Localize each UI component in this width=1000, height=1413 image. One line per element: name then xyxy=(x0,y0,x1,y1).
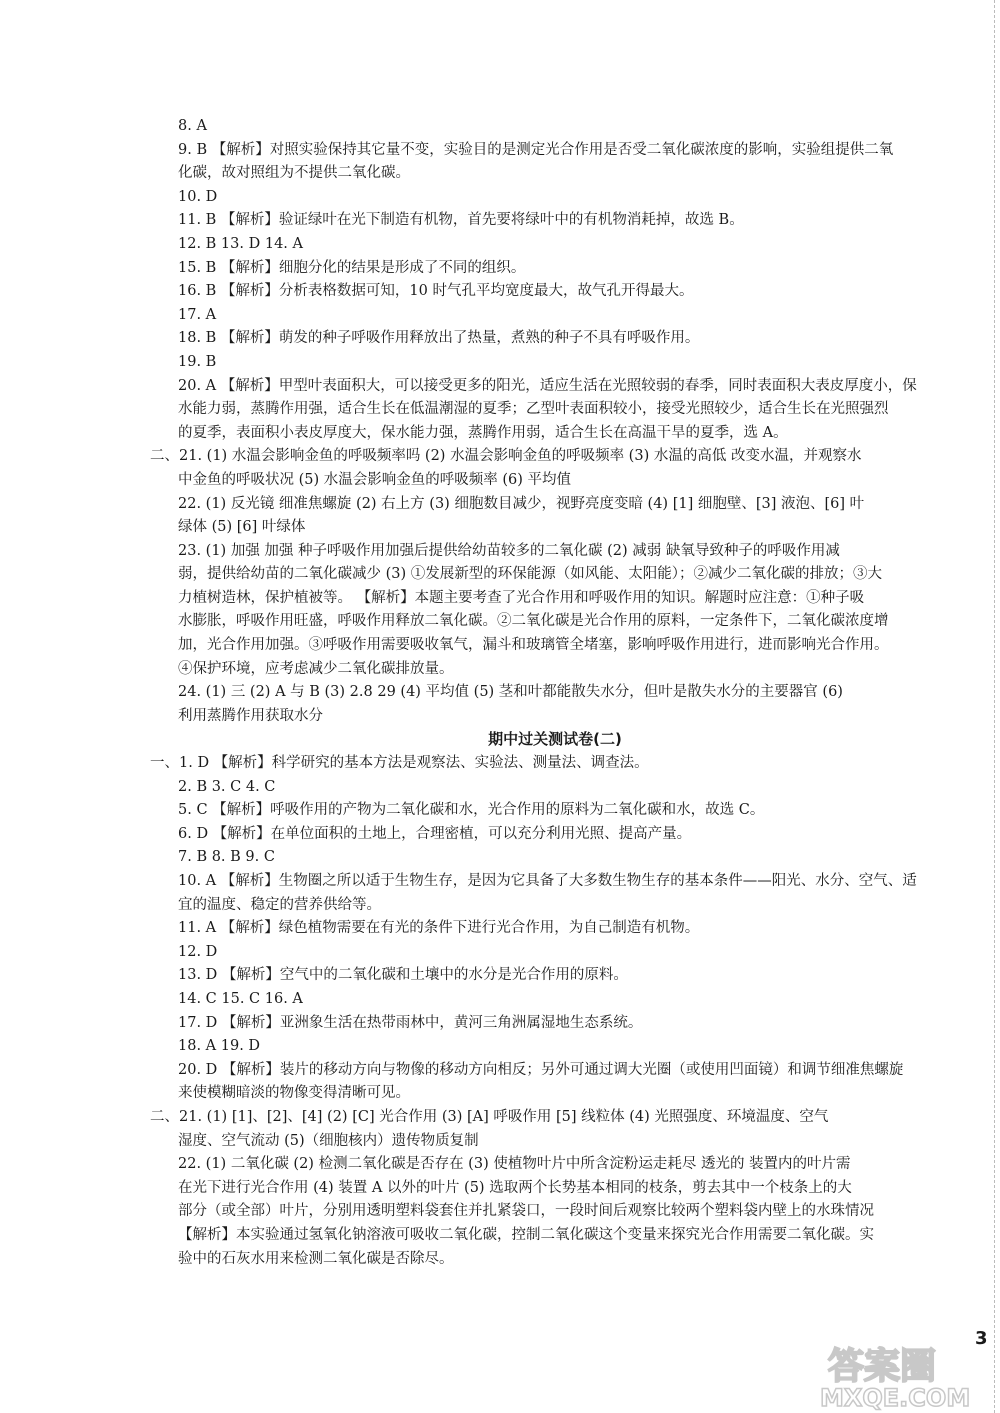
answer-line: 湿度、空气流动 (5)（细胞核内）遗传物质复制 xyxy=(178,1132,479,1149)
answer-line: 22. (1) 二氧化碳 (2) 检测二氧化碳是否存在 (3) 使植物叶片中所含淀粉运走耗尽 透光的 装置内的叶片需 xyxy=(178,1156,851,1173)
answer-line: 【解析】本实验通过氢氧化钠溶液可吸收二氧化碳，控制二氧化碳这个变量来探究光合作用需要二氧化碳。实 xyxy=(178,1226,874,1243)
answer-line: 9. B 【解析】对照实验保持其它量不变，实验目的是测定光合作用是否受二氧化碳浓度的影响，实验组提供二氧 xyxy=(178,141,894,158)
answer-line: 24. (1) 三 (2) A 与 B (3) 2.8 29 (4) 平均值 (5) 茎和叶都能散失水分，但叶是散失水分的主要器官 (6) xyxy=(178,684,843,701)
page-number: 3 xyxy=(975,1328,988,1349)
answer-line: 验中的石灰水用来检测二氧化碳是否除尽。 xyxy=(178,1250,454,1267)
answer-line: 二、21. (1) 水温会影响金鱼的呼吸频率吗 (2) 水温会影响金鱼的呼吸频率 (3) 水温的高低 改变水温，并观察水 xyxy=(150,448,862,465)
watermark-url: MXQE.COM xyxy=(820,1384,971,1412)
answer-line: 10. D xyxy=(178,188,218,205)
answer-line: 12. D xyxy=(178,943,218,960)
answer-line: 22. (1) 反光镜 细准焦螺旋 (2) 右上方 (3) 细胞数目减少，视野亮度变暗 (4) [1] 细胞壁、[3] 液泡、[6] 叶 xyxy=(178,495,865,512)
answer-line: 绿体 (5) [6] 叶绿体 xyxy=(178,519,306,536)
answer-line: ④保护环境，应考虑减少二氧化碳排放量。 xyxy=(178,660,454,677)
answer-line: 16. B 【解析】分析表格数据可知，10 时气孔平均宽度最大，故气孔开得最大。 xyxy=(178,283,694,300)
answer-line: 18. A 19. D xyxy=(178,1038,261,1055)
answer-line: 14. C 15. C 16. A xyxy=(178,990,303,1007)
answer-content xyxy=(150,115,960,1271)
answer-line: 7. B 8. B 9. C xyxy=(178,849,275,866)
answer-line: 13. D 【解析】空气中的二氧化碳和土壤中的水分是光合作用的原料。 xyxy=(178,967,628,984)
answer-line: 弱，提供给幼苗的二氧化碳减少 (3) ①发展新型的环保能源（如风能、太阳能）；②减少二氧化碳的排放；③大 xyxy=(178,566,883,583)
answer-line: 利用蒸腾作用获取水分 xyxy=(178,707,323,724)
answer-line: 15. B 【解析】细胞分化的结果是形成了不同的组织。 xyxy=(178,259,526,276)
watermark-logo xyxy=(800,1340,1000,1413)
section-title: 期中过关测试卷(二) xyxy=(488,730,622,749)
answer-line: 19. B xyxy=(178,353,217,370)
binding-line xyxy=(994,0,995,1413)
answer-line: 11. A 【解析】绿色植物需要在有光的条件下进行光合作用，为自己制造有机物。 xyxy=(178,920,700,937)
watermark-text: 答案圈 xyxy=(828,1346,937,1387)
answer-line: 一、1. D 【解析】科学研究的基本方法是观察法、实验法、测量法、调查法。 xyxy=(150,755,649,772)
answer-line: 6. D 【解析】在单位面积的土地上，合理密植，可以充分利用光照、提高产量。 xyxy=(178,825,692,842)
answer-line: 17. D 【解析】亚洲象生活在热带雨林中，黄河三角洲属湿地生态系统。 xyxy=(178,1014,643,1031)
answer-line: 17. A xyxy=(178,306,217,323)
answer-line: 水膨胀，呼吸作用旺盛，呼吸作用释放二氧化碳。②二氧化碳是光合作用的原料，一定条件下，二氧化碳浓度增 xyxy=(178,613,889,630)
answer-line: 加，光合作用加强。③呼吸作用需要吸收氧气，漏斗和玻璃管全堵塞，影响呼吸作用进行，进而影响光合作用。 xyxy=(178,637,889,654)
answer-line: 水能力弱，蒸腾作用强，适合生长在低温潮湿的夏季；乙型叶表面积较小，接受光照较少，适合生长在光照强烈 xyxy=(178,401,889,418)
answer-line: 宜的温度、稳定的营养供给等。 xyxy=(178,896,381,913)
answer-line: 在光下进行光合作用 (4) 装置 A 以外的叶片 (5) 选取两个长势基本相同的枝条，剪去其中一个枝条上的大 xyxy=(178,1179,852,1196)
answer-line: 2. B 3. C 4. C xyxy=(178,778,276,795)
answer-line: 18. B 【解析】萌发的种子呼吸作用释放出了热量，煮熟的种子不具有呼吸作用。 xyxy=(178,330,700,347)
answer-line: 力植树造林，保护植被等。 【解析】本题主要考查了光合作用和呼吸作用的知识。解题时应注意：①种子吸 xyxy=(178,589,865,606)
answer-line: 中金鱼的呼吸状况 (5) 水温会影响金鱼的呼吸频率 (6) 平均值 xyxy=(178,471,572,488)
answer-line: 的夏季，表面积小表皮厚度大，保水能力强，蒸腾作用弱，适合生长在高温干旱的夏季，选 A。 xyxy=(178,424,788,441)
answer-line: 20. A 【解析】甲型叶表面积大，可以接受更多的阳光，适应生活在光照较弱的春季，同时表面积大表皮厚度小，保 xyxy=(178,377,917,394)
answer-line: 化碳，故对照组为不提供二氧化碳。 xyxy=(178,165,410,182)
answer-line: 来使模糊暗淡的物像变得清晰可见。 xyxy=(178,1085,410,1102)
answer-line: 11. B 【解析】验证绿叶在光下制造有机物，首先要将绿叶中的有机物消耗掉，故选 B。 xyxy=(178,212,744,229)
answer-line: 12. B 13. D 14. A xyxy=(178,235,303,252)
answer-line: 二、21. (1) [1]、[2]、[4] (2) [C] 光合作用 (3) [A] 呼吸作用 [5] 线粒体 (4) 光照强度、环境温度、空气 xyxy=(150,1108,829,1125)
answer-line: 5. C 【解析】呼吸作用的产物为二氧化碳和水，光合作用的原料为二氧化碳和水，故选 C。 xyxy=(178,802,765,819)
answer-line: 20. D 【解析】装片的移动方向与物像的移动方向相反；另外可通过调大光圈（或使用凹面镜）和调节细准焦螺旋 xyxy=(178,1061,904,1078)
answer-line: 部分（或全部）叶片，分别用透明塑料袋套住并扎紧袋口，一段时间后观察比较两个塑料袋内壁上的水珠情况 xyxy=(178,1203,874,1220)
answer-line: 10. A 【解析】生物圈之所以适于生物生存，是因为它具备了大多数生物生存的基本条件——阳光、水分、空气、适 xyxy=(178,873,917,889)
answer-line: 23. (1) 加强 加强 种子呼吸作用加强后提供给幼苗较多的二氧化碳 (2) 减弱 缺氧导致种子的呼吸作用减 xyxy=(178,542,840,559)
answer-line: 8. A xyxy=(178,118,207,134)
